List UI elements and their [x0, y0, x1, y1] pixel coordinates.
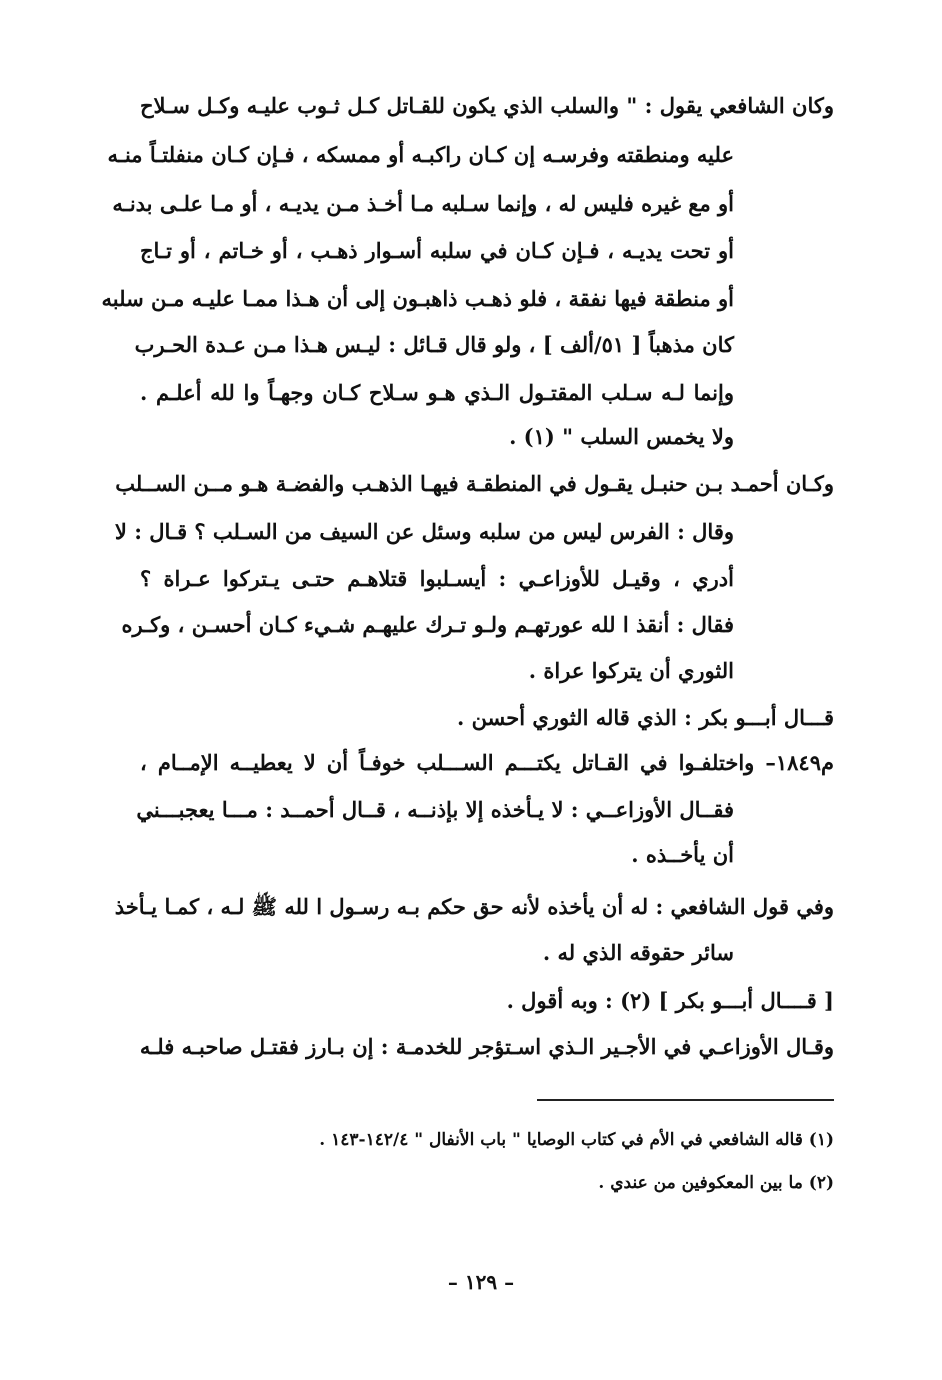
footnote: (٢) ما بين المعكوفين من عندي . [598, 1173, 834, 1193]
text-line: أو منطقة فيها نفقة ، فلو ذهـب ذاهبـون إلى أن هـذا ممـا عليـه مـن سلبه [101, 286, 734, 311]
text-line: وإنما لـه سـلب المقتـول الـذي هـو سـلاح كـان وجهـاً وا لله أعلـم . [140, 380, 734, 405]
text-line: أدري ، وقيـل للأوزاعـي : أيسـلبوا قتلاهـم حتـى يـتركوا عـراة ؟ [140, 566, 734, 591]
text-line: سائر حقوقه الذي له . [542, 940, 734, 965]
text-line: وقال : الفرس ليس من سلبه وسئل عن السيف من السـلب ؟ قـال : لا [114, 519, 734, 544]
footnote: (١) قاله الشافعي في الأم في كتاب الوصايا " باب الأنفال " ١٤٢/٤-١٤٣ . [319, 1130, 834, 1150]
text-line: م١٨٤٩– واختلفـوا في القـاتل يكتـــم الســـلب خوفـاً أن لا يعطيــه الإمــام ، [140, 750, 834, 775]
text-line: عليه ومنطقته وفرسـه إن كـان راكبـه أو ممسكه ، فـإن كـان منفلتـاً منـه [107, 142, 734, 167]
text-line: وكـان أحمـد بـن حنبـل يقـول في المنطقـة فيهـا الذهـب والفضـة هـو مــن الســلب [115, 471, 834, 496]
text-line: أن يأخــذه . [631, 842, 734, 867]
text-line: وكان الشافعي يقول : " والسلب الذي يكون للقـاتل كـل ثـوب عليـه وكـل سـلاح [140, 93, 834, 118]
text-line: الثوري أن يتركوا عراة . [528, 658, 734, 683]
footnote-separator [537, 1099, 834, 1101]
page-number: – ١٢٩ – [447, 1270, 515, 1294]
text-line: فقــال الأوزاعــي : لا يـأخذه إلا بإذنــه ، قــال أحمــد : مـــا يعجبـــني [136, 797, 734, 822]
text-line: أو مع غيره فليس له ، وإنما سـلبه مـا أخـذ مـن يديـه ، أو مـا علـى بدنـه [112, 191, 734, 216]
text-line: وقـال الأوزاعـي في الأجـير الـذي اسـتؤجر للخدمـة : إن بـارز فقتـل صاحبـه فلـه [139, 1034, 834, 1059]
text-line: قـــال أبـــو بكر : الذي قاله الثوري أحسن . [456, 705, 834, 730]
text-line: كان مذهباً [ ٥١/ألف ] ، ولو قال قـائل : ليـس هـذا مـن عـدة الحـرب [134, 332, 734, 357]
text-line: فقال : أنقذ ا لله عورتهـم ولـو تـرك عليهـم شـيء كـان أحسـن ، وكـره [121, 612, 734, 637]
text-line: ولا يخمس السلب " (١) . [509, 424, 734, 449]
text-line: وفي قول الشافعي : له أن يأخذه لأنه حق حكم بـه رسـول ا لله ﷺ لـه ، كمـا يـأخذ [114, 894, 834, 919]
text-line: [ قــــال أبـــو بكر ] (٢) : وبه أقول . [506, 988, 834, 1013]
text-line: أو تحت يديـه ، فـإن كـان في سلبه أسـوار ذهـب ، أو خـاتم ، أو تـاج [140, 238, 734, 263]
